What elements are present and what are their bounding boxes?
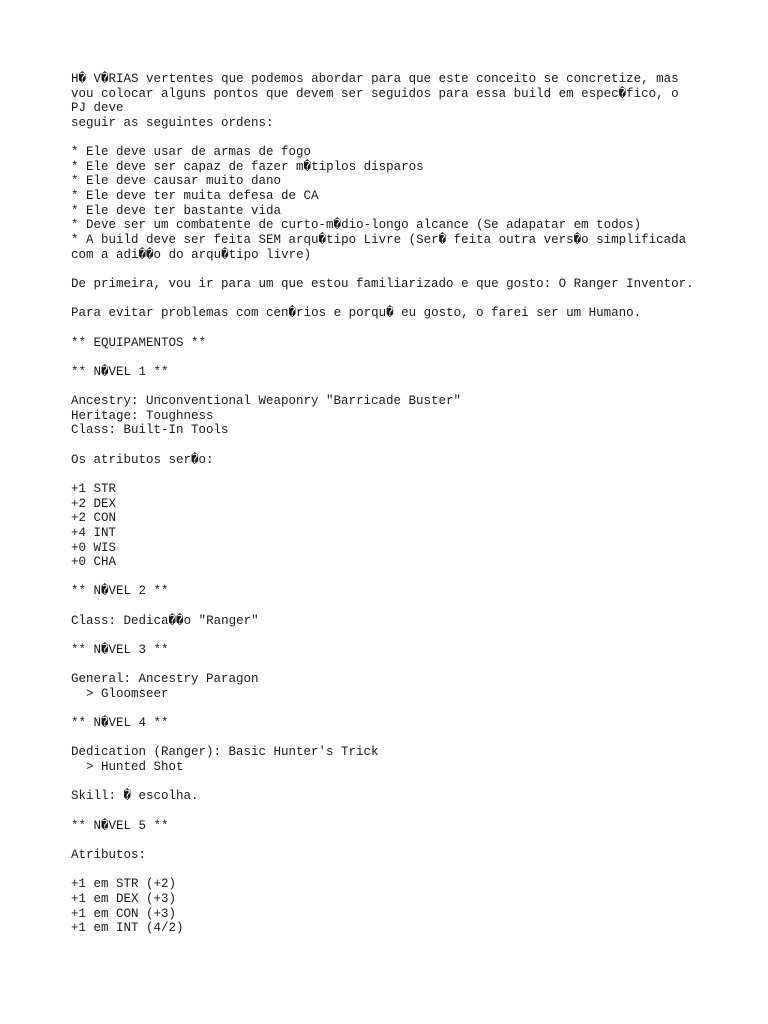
text-line: Heritage: Toughness bbox=[71, 408, 214, 423]
blank-line bbox=[71, 731, 751, 746]
blank-line bbox=[71, 131, 751, 146]
text-line: Skill: � escolha. bbox=[71, 789, 199, 804]
text-line: +2 DEX bbox=[71, 496, 117, 511]
text-line: +4 INT bbox=[71, 525, 117, 540]
blank-line bbox=[71, 379, 751, 394]
blank-line bbox=[71, 292, 751, 307]
blank-line bbox=[71, 833, 751, 848]
text-line: +0 WIS bbox=[71, 540, 117, 555]
text-line: * Deve ser um combatente de curto-m�dio-longo alcance (Se adapatar em todos) bbox=[71, 218, 642, 233]
text-line: Ancestry: Unconventional Weaponry "Barricade Buster" bbox=[71, 394, 462, 409]
text-line: * A build deve ser feita SEM arqu�tipo Livre (Ser� feita outra vers�o simplificada bbox=[71, 233, 687, 248]
blank-line bbox=[71, 321, 751, 336]
text-line: +1 em DEX (+3) bbox=[71, 891, 177, 906]
text-line: ** N�VEL 5 ** bbox=[71, 818, 169, 833]
blank-line bbox=[71, 702, 751, 717]
text-line: * Ele deve ser capaz de fazer m�tiplos disparos bbox=[71, 159, 424, 174]
blank-line bbox=[71, 570, 751, 585]
text-line: De primeira, vou ir para um que estou familiarizado e que gosto: O Ranger Inventor. bbox=[71, 276, 694, 291]
text-line: Dedication (Ranger): Basic Hunter's Trick bbox=[71, 745, 379, 760]
text-line: > Hunted Shot bbox=[71, 760, 184, 775]
text-line: +1 em STR (+2) bbox=[71, 877, 177, 892]
text-line: * Ele deve ter bastante vida bbox=[71, 203, 282, 218]
text-line: +1 em CON (+3) bbox=[71, 906, 177, 921]
blank-line bbox=[71, 863, 751, 878]
text-line: * Ele deve causar muito dano bbox=[71, 174, 282, 189]
text-line: +0 CHA bbox=[71, 555, 117, 570]
text-line: Class: Dedica��o "Ranger" bbox=[71, 613, 259, 628]
text-line: Para evitar problemas com cen�rios e porqu� eu gosto, o farei ser um Humano. bbox=[71, 306, 642, 321]
text-line: Atributos: bbox=[71, 847, 147, 862]
text-line: ** N�VEL 4 ** bbox=[71, 716, 169, 731]
blank-line bbox=[71, 350, 751, 365]
blank-line bbox=[71, 467, 751, 482]
text-line: H� V�RIAS vertentes que podemos abordar para que este conceito se concretize, mas bbox=[71, 72, 679, 86]
text-line: Os atributos ser�o: bbox=[71, 452, 214, 467]
text-line: ** N�VEL 3 ** bbox=[71, 642, 169, 657]
blank-line bbox=[71, 775, 751, 790]
document-body bbox=[71, 72, 751, 936]
text-line: General: Ancestry Paragon bbox=[71, 672, 259, 687]
blank-line bbox=[71, 628, 751, 643]
text-line: Class: Built-In Tools bbox=[71, 423, 229, 438]
text-line: > Gloomseer bbox=[71, 686, 169, 701]
text-line: +2 CON bbox=[71, 511, 117, 526]
text-line: +1 em INT (4/2) bbox=[71, 921, 184, 936]
text-line: ** N�VEL 1 ** bbox=[71, 364, 169, 379]
text-line: seguir as seguintes ordens: bbox=[71, 115, 274, 130]
text-line: * Ele deve ter muita defesa de CA bbox=[71, 189, 319, 204]
blank-line bbox=[71, 599, 751, 614]
text-line: PJ deve bbox=[71, 101, 124, 116]
text-line: * Ele deve usar de armas de fogo bbox=[71, 145, 312, 160]
blank-line bbox=[71, 804, 751, 819]
blank-line bbox=[71, 262, 751, 277]
blank-line bbox=[71, 658, 751, 673]
text-line: ** EQUIPAMENTOS ** bbox=[71, 335, 207, 350]
text-line: ** N�VEL 2 ** bbox=[71, 584, 169, 599]
text-line: +1 STR bbox=[71, 481, 117, 496]
text-line: vou colocar alguns pontos que devem ser seguidos para essa build em espec�fico, o bbox=[71, 86, 679, 101]
blank-line bbox=[71, 438, 751, 453]
text-line: com a adi��o do arqu�tipo livre) bbox=[71, 247, 312, 262]
